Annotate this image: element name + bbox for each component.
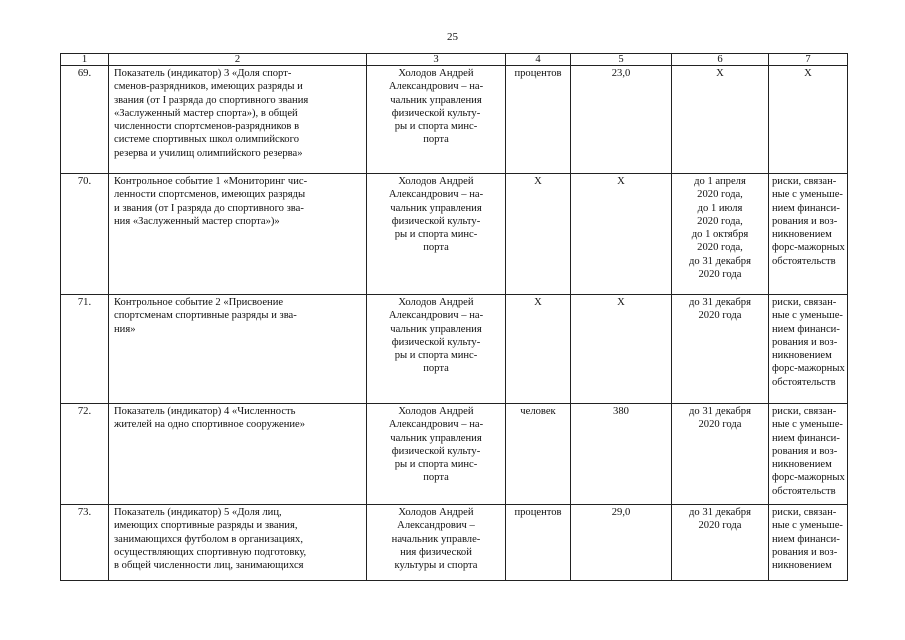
row-unit: Х bbox=[506, 174, 571, 295]
table-row bbox=[61, 295, 848, 404]
row-term: до 31 декабря 2020 года bbox=[672, 505, 769, 581]
table-row bbox=[61, 505, 848, 581]
row-value: 380 bbox=[571, 404, 672, 505]
row-number: 72. bbox=[61, 404, 109, 505]
column-header: 5 bbox=[571, 54, 672, 66]
row-number: 73. bbox=[61, 505, 109, 581]
row-value: 23,0 bbox=[571, 66, 672, 174]
row-responsible: Холодов Андрей Александрович – начальник управле- ния физической культуры и спорта bbox=[367, 505, 506, 581]
row-unit: человек bbox=[506, 404, 571, 505]
row-risks: Х bbox=[769, 66, 848, 174]
column-header: 7 bbox=[769, 54, 848, 66]
row-term: до 31 декабря 2020 года bbox=[672, 404, 769, 505]
row-unit: Х bbox=[506, 295, 571, 404]
row-description: Показатель (индикатор) 3 «Доля спорт- сменов-разрядников, имеющих разряды и звания (от I разряда до спортивного звания «Заслуженный мастер спорта»), в общей численности спортсменов-разрядников в системе спортивных школ олимпийского резерва и училищ олимпийского резерва» bbox=[109, 66, 367, 174]
row-number: 70. bbox=[61, 174, 109, 295]
table-row bbox=[61, 174, 848, 295]
row-number: 69. bbox=[61, 66, 109, 174]
row-risks: риски, связан- ные с уменьше- нием финанси- рования и воз- никновением форс-мажорных обстоятельств bbox=[769, 295, 848, 404]
row-value: 29,0 bbox=[571, 505, 672, 581]
row-description: Показатель (индикатор) 5 «Доля лиц, имеющих спортивные разряды и звания, занимающихся футболом в организациях, осуществляющих спортивную подготовку, в общей численности лиц, занимающихся bbox=[109, 505, 367, 581]
column-header: 1 bbox=[61, 54, 109, 66]
row-risks: риски, связан- ные с уменьше- нием финанси- рования и воз- никновением bbox=[769, 505, 848, 581]
row-risks: риски, связан- ные с уменьше- нием финанси- рования и воз- никновением форс-мажорных обстоятельств bbox=[769, 404, 848, 505]
row-description: Контрольное событие 2 «Присвоение спортсменам спортивные разряды и зва- ния» bbox=[109, 295, 367, 404]
row-term: до 1 апреля 2020 года, до 1 июля 2020 года, до 1 октября 2020 года, до 31 декабря 2020 года bbox=[672, 174, 769, 295]
column-header: 3 bbox=[367, 54, 506, 66]
table-row bbox=[61, 66, 848, 174]
column-header: 4 bbox=[506, 54, 571, 66]
row-responsible: Холодов Андрей Александрович – на- чальник управления физической культу- ры и спорта минс- порта bbox=[367, 174, 506, 295]
row-unit: процентов bbox=[506, 505, 571, 581]
page-number: 25 bbox=[447, 31, 458, 43]
row-number: 71. bbox=[61, 295, 109, 404]
row-responsible: Холодов Андрей Александрович – на- чальник управления физической культу- ры и спорта минс- порта bbox=[367, 295, 506, 404]
row-description: Контрольное событие 1 «Мониторинг чис- ленности спортсменов, имеющих разряды и звания (от I разряда до спортивного зва- ния «Заслуженный мастер спорта»)» bbox=[109, 174, 367, 295]
row-responsible: Холодов Андрей Александрович – на- чальник управления физической культу- ры и спорта минс- порта bbox=[367, 404, 506, 505]
row-value: Х bbox=[571, 174, 672, 295]
row-term: до 31 декабря 2020 года bbox=[672, 295, 769, 404]
plan-table bbox=[60, 53, 848, 581]
column-header: 6 bbox=[672, 54, 769, 66]
row-value: Х bbox=[571, 295, 672, 404]
row-term: Х bbox=[672, 66, 769, 174]
row-description: Показатель (индикатор) 4 «Численность жителей на одно спортивное сооружение» bbox=[109, 404, 367, 505]
column-header: 2 bbox=[109, 54, 367, 66]
table-row bbox=[61, 404, 848, 505]
row-unit: процентов bbox=[506, 66, 571, 174]
column-number-row bbox=[61, 54, 848, 66]
row-responsible: Холодов Андрей Александрович – на- чальник управления физической культу- ры и спорта минс- порта bbox=[367, 66, 506, 174]
row-risks: риски, связан- ные с уменьше- нием финанси- рования и воз- никновением форс-мажорных обстоятельств bbox=[769, 174, 848, 295]
